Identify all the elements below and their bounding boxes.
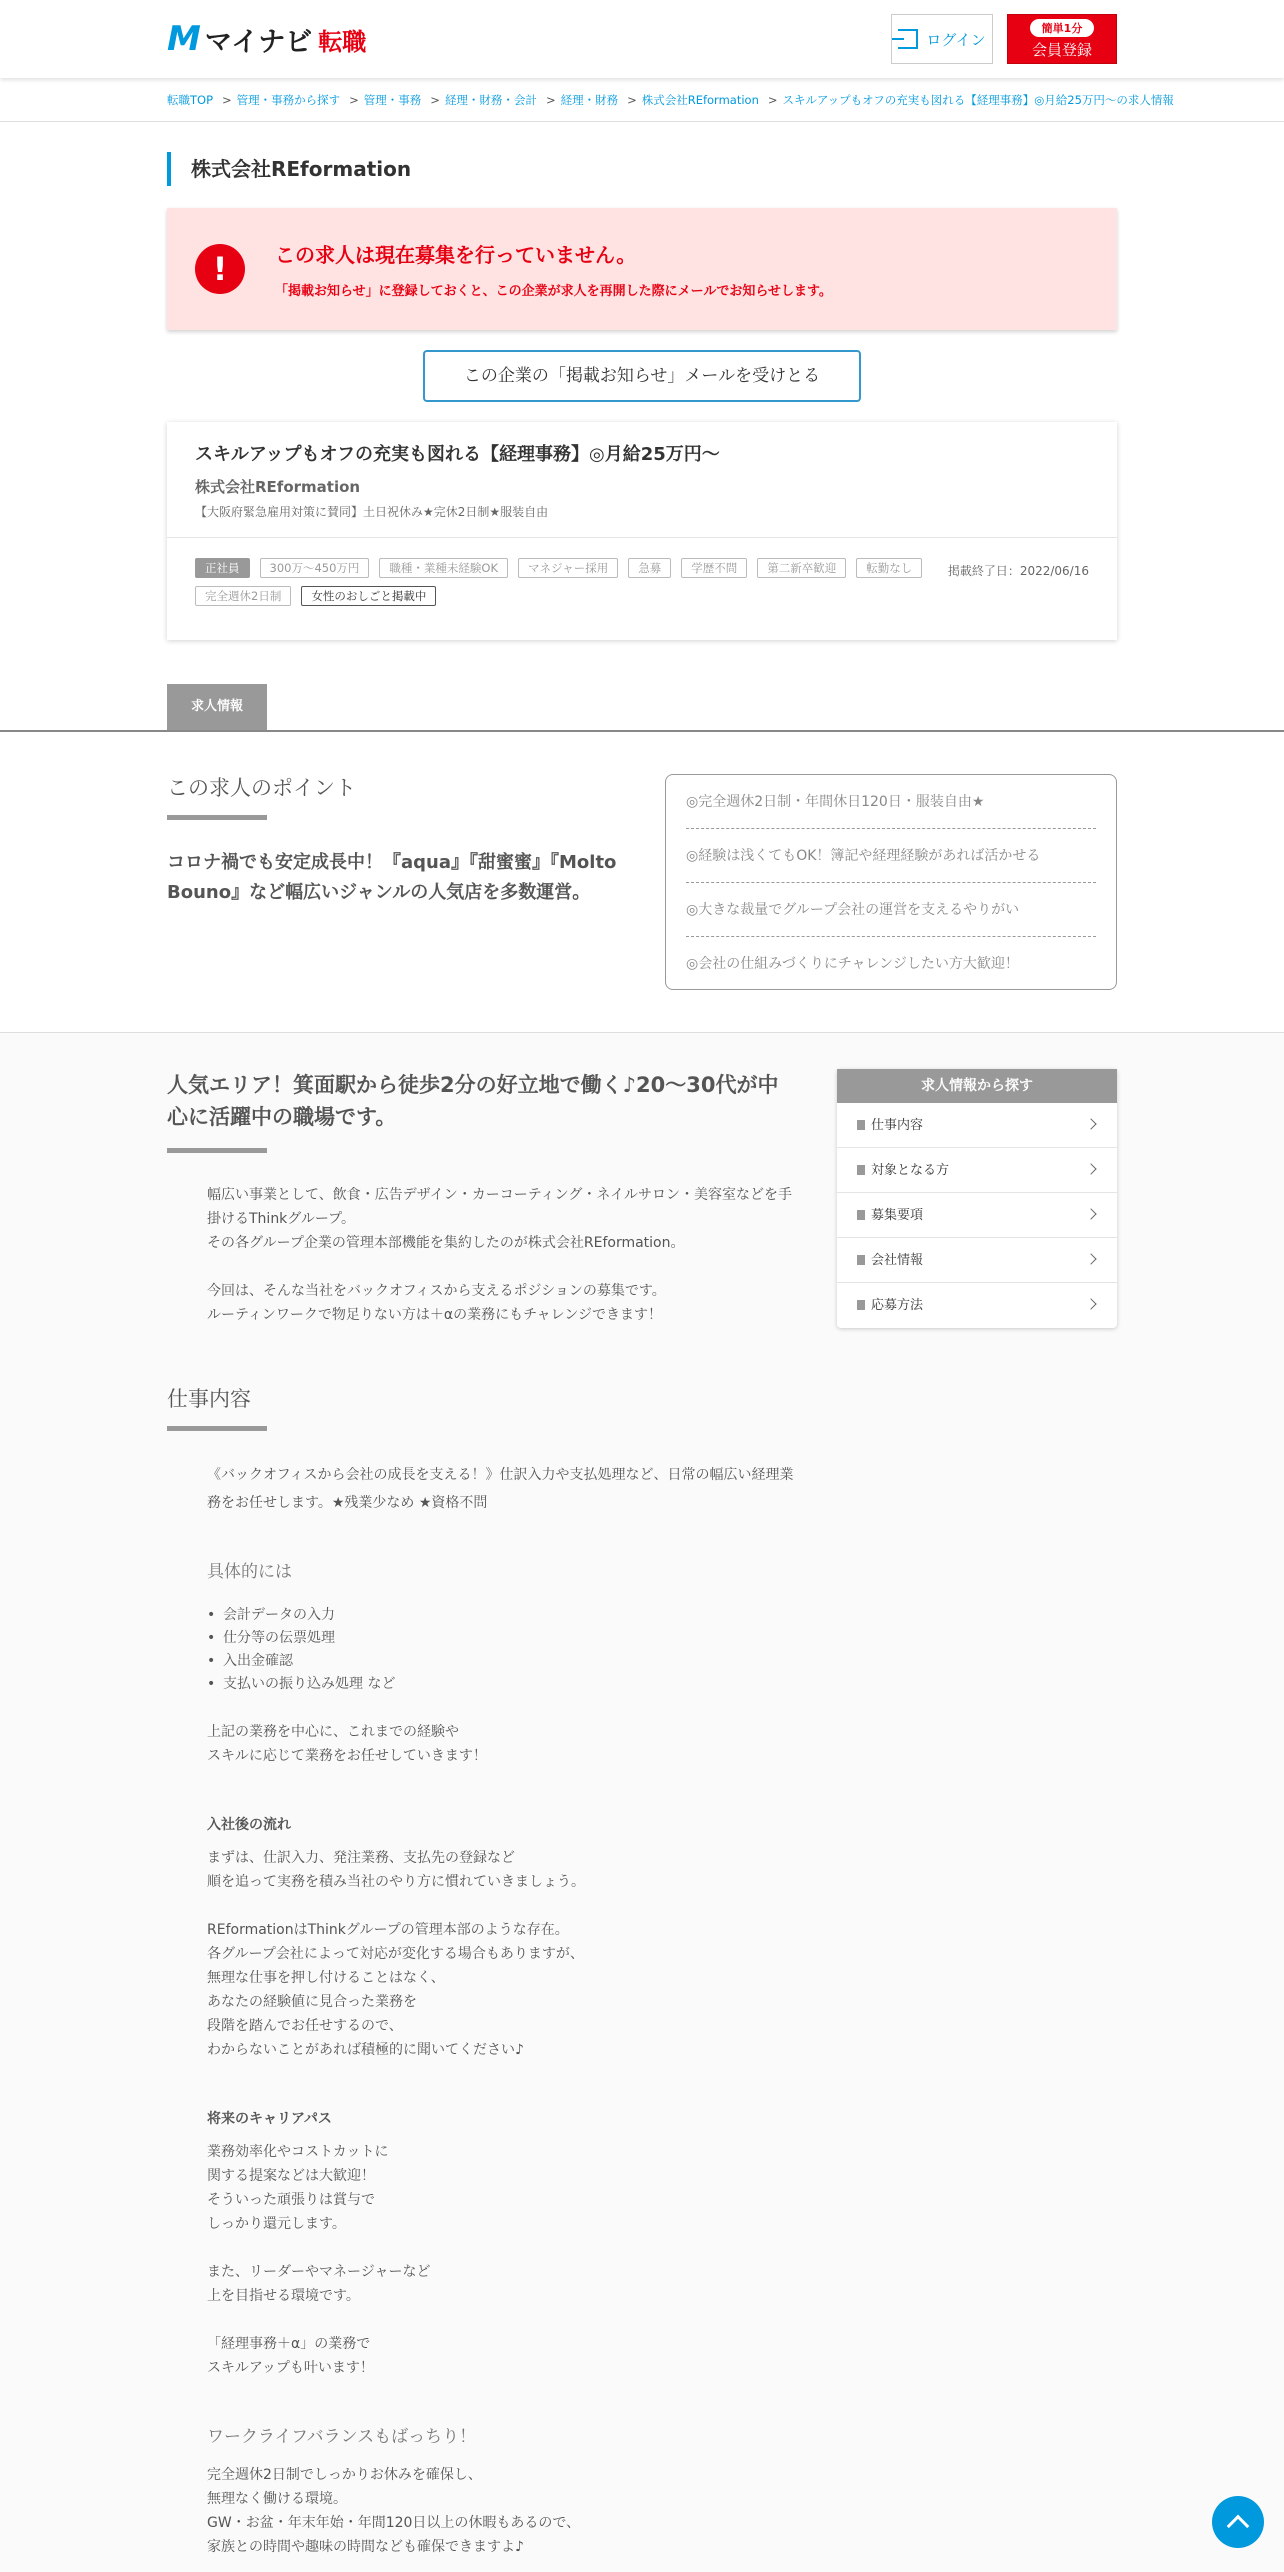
sidebar-item-label: 対象となる方: [871, 1163, 950, 1178]
sidebar-item-work[interactable]: [837, 1103, 1117, 1148]
logo-sub: 転職: [318, 27, 367, 56]
exclamation-icon: !: [195, 244, 245, 294]
register-button[interactable]: [1007, 14, 1117, 64]
list-item: • 支払いの振り込み処理 など: [223, 1673, 797, 1696]
job-title: スキルアップもオフの充実も図れる【経理事務】◎月給25万円～: [195, 444, 720, 465]
sidebar-item-label: 応募方法: [871, 1298, 924, 1313]
job-tag: 完全週休2日制: [195, 586, 291, 606]
arrow-up-icon: [1227, 2515, 1250, 2538]
points-heading: この求人のポイント: [167, 772, 637, 820]
points-catch: コロナ禍でも安定成長中！『aqua』『甜蜜蜜』『Molto Bouno』など幅広いジャンルの人気店を多数運営。: [167, 852, 617, 903]
tab-job-info[interactable]: 求人情報: [167, 684, 267, 730]
point-item: ◎大きな裁量でグループ会社の運営を支えるやりがい: [686, 883, 1096, 937]
career-heading: 将来のキャリアパス: [207, 2111, 332, 2127]
document-icon: [857, 1120, 865, 1130]
points-list: [665, 774, 1117, 990]
job-tag: 女性のおしごと掲載中: [301, 586, 436, 606]
tab-bar: [0, 684, 1284, 732]
company-title: 株式会社REformation: [167, 152, 1117, 186]
job-tag: 学歴不問: [681, 558, 747, 578]
login-button[interactable]: [891, 14, 993, 64]
closed-alert: [167, 208, 1117, 330]
work-text: 《バックオフィスから会社の成長を支える！》仕訳入力や支払処理など、日常の幅広い経理業務をお任せします。★残業少なめ ★資格不問: [207, 1467, 794, 1511]
flow-text: まずは、仕訳入力、発注業務、支払先の登録など 順を追って実務を積み当社のやり方に慣れていきましょう。 REformationはThinkグループの管理本部のような存在。 各グループ会社によって対応が変化する場合もありますが、 無理な仕事を押し付けることはなく、 あなたの経験値に見合った業務を 段階を踏んでお任せするので、 わからないことがあれば積極的に聞いてください♪: [207, 1850, 585, 2058]
specific-heading: 具体的には: [207, 1562, 292, 1582]
sidebar-item-requirements[interactable]: [837, 1193, 1117, 1238]
register-label: 会員登録: [1031, 40, 1092, 59]
flow-heading: 入社後の流れ: [207, 1817, 291, 1833]
job-tags: [195, 558, 955, 606]
career-text: 業務効率化やコストカットに 関する提案などは大歓迎！ そういった頑張りは賞与で しっかり還元します。 また、リーダーやマネージャーなど 上を目指せる環境です。 「経理事務＋α」の業務で スキルアップも叶います！: [207, 2144, 431, 2376]
sidebar-nav: [837, 1069, 1117, 1328]
posting-end-date: 掲載終了日：2022/06/16: [947, 564, 1089, 578]
back-to-top-button[interactable]: [1212, 2496, 1264, 2548]
job-subtitle: 【大阪府緊急雇用対策に賛同】土日祝休み★完休2日制★服装自由: [195, 505, 549, 519]
chevron-right-icon: [1085, 1163, 1096, 1174]
document-icon: [857, 1255, 865, 1265]
breadcrumb-link[interactable]: 経理・財務・会計: [444, 93, 537, 107]
point-item: ◎経験は浅くてもOK！簿記や経理経験があれば活かせる: [686, 829, 1096, 883]
job-detail-section: [0, 1032, 1284, 2572]
sidebar-item-target[interactable]: [837, 1148, 1117, 1193]
breadcrumb-link[interactable]: 経理・財務: [560, 93, 619, 107]
point-item: ◎完全週休2日制・年間休日120日・服装自由★: [686, 775, 1096, 829]
sidebar-item-label: 募集要項: [871, 1208, 924, 1223]
list-item: • 入出金確認: [223, 1650, 797, 1673]
work-heading: 仕事内容: [167, 1383, 797, 1431]
points-section: [0, 732, 1284, 1032]
job-tag: 300万～450万円: [260, 558, 370, 578]
chevron-right-icon: [1085, 1298, 1096, 1309]
document-icon: [857, 1300, 865, 1310]
breadcrumb-link[interactable]: 株式会社REformation: [641, 93, 759, 107]
logo-name: マイナビ: [204, 26, 313, 58]
login-icon: [898, 29, 918, 49]
login-label: ログイン: [926, 30, 986, 49]
specific-after: 上記の業務を中心に、これまでの経験や スキルに応じて業務をお任せしていきます！: [207, 1724, 487, 1764]
alert-message: 「掲載お知らせ」に登録しておくと、この企業が求人を再開した際にメールでお知らせします。: [275, 284, 832, 299]
breadcrumb-current: スキルアップもオフの充実も図れる【経理事務】◎月給25万円～の求人情報: [782, 93, 1174, 107]
sidebar-item-company[interactable]: [837, 1238, 1117, 1283]
job-tag: 職種・業種未経験OK: [379, 558, 508, 578]
site-header: [0, 0, 1284, 78]
job-company: 株式会社REformation: [195, 478, 361, 496]
list-item: • 会計データの入力: [223, 1604, 797, 1627]
register-pill: 簡単1分: [1030, 19, 1095, 37]
chevron-right-icon: [1085, 1118, 1096, 1129]
job-tag: 急募: [628, 558, 671, 578]
sidebar-heading: 求人情報から探す: [837, 1069, 1117, 1103]
breadcrumb-link[interactable]: 管理・事務から探す: [236, 93, 341, 107]
breadcrumb-link[interactable]: 管理・事務: [363, 93, 422, 107]
logo-mark: M: [167, 19, 199, 59]
document-icon: [857, 1210, 865, 1220]
wlb-text: 完全週休2日制でしっかりお休みを確保し、 無理なく働ける環境。 GW・お盆・年末年始・年間120日以上の休暇もあるので、 家族との時間や趣味の時間なども確保できますよ♪: [207, 2467, 581, 2555]
notify-mail-button[interactable]: この企業の「掲載お知らせ」メールを受けとる: [423, 350, 861, 402]
alert-title: この求人は現在募集を行っていません。: [275, 243, 637, 267]
job-tag: 第二新卒歓迎: [757, 558, 846, 578]
detail-intro: 幅広い事業として、飲食・広告デザイン・カーコーティング・ネイルサロン・美容室などを手掛けるThinkグループ。 その各グループ企業の管理本部機能を集約したのが株式会社REformation。 今回は、そんな当社をバックオフィスから支えるポジションの募集です。 ルーティンワークで物足りない方は＋αの業務にもチャレンジできます！: [207, 1187, 793, 1323]
chevron-right-icon: [1085, 1208, 1096, 1219]
list-item: • 仕分等の伝票処理: [223, 1627, 797, 1650]
point-item: ◎会社の仕組みづくりにチャレンジしたい方大歓迎！: [686, 956, 1019, 972]
mynavi-logo[interactable]: [167, 19, 366, 59]
job-tag: 転勤なし: [856, 558, 922, 578]
sidebar-item-label: 会社情報: [871, 1253, 924, 1268]
wlb-heading: ワークライフバランスもばっちり！: [207, 2427, 477, 2447]
job-card: [167, 422, 1117, 640]
detail-headline: 人気エリア！箕面駅から徒歩2分の好立地で働く♪20～30代が中心に活躍中の職場です。: [167, 1069, 797, 1153]
sidebar-item-label: 仕事内容: [871, 1118, 924, 1133]
breadcrumb: 転職TOP > 管理・事務から探す > 管理・事務 > 経理・財務・会計 > 経理・財務 > 株式会社REformation > スキルアップもオフの充実も図れる【経理事務】◎月給25万円～の求人情報: [0, 78, 1284, 122]
chevron-right-icon: [1085, 1253, 1096, 1264]
job-tag: マネジャー採用: [518, 558, 618, 578]
specific-list: [167, 1604, 797, 1696]
document-icon: [857, 1165, 865, 1175]
sidebar-item-apply[interactable]: [837, 1283, 1117, 1328]
breadcrumb-link[interactable]: 転職TOP: [167, 93, 214, 107]
job-tag: 正社員: [195, 558, 250, 578]
